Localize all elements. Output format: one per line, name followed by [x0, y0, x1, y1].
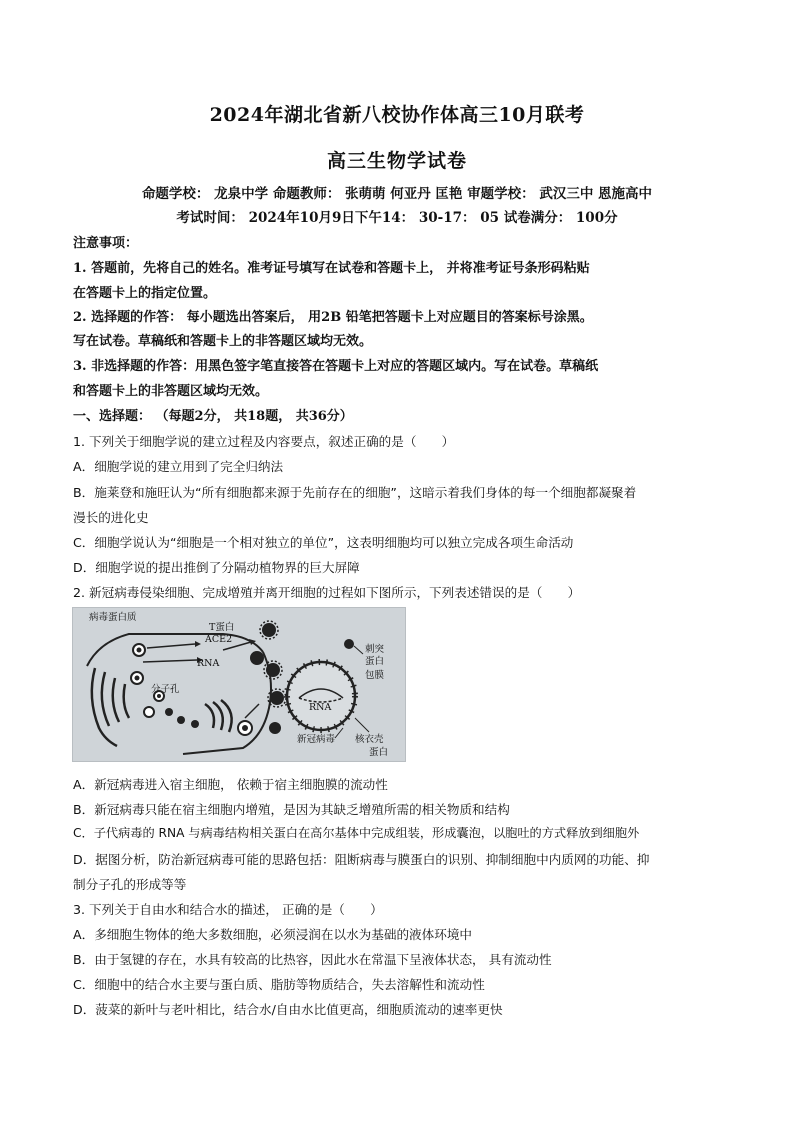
figure-label: T蛋白 [209, 622, 235, 633]
option-c: C．细胞学说认为“细胞是一个相对独立的单位”，这表明细胞均可以独立完成各项生命活动 [73, 535, 574, 550]
notice-line: 在答题卡上的指定位置。 [73, 286, 217, 301]
section-heading: 一、选择题： （每题2分， 共18题， 共36分） [73, 409, 353, 424]
figure-label: 包膜 [365, 670, 385, 681]
exam-author-info: 命题学校： 龙泉中学 命题教师： 张萌萌 何亚丹 匡艳 审题学校： 武汉三中 恩施高中 [141, 186, 653, 202]
figure-label: RNA [197, 658, 220, 669]
option-c: C．细胞中的结合水主要与蛋白质、脂肪等物质结合，失去溶解性和流动性 [73, 977, 485, 992]
notice-heading: 注意事项： [73, 236, 139, 251]
question-stem: 2. 新冠病毒侵染细胞、完成增殖并离开细胞的过程如下图所示，下列表述错误的是（ ） [73, 585, 581, 600]
option-a: A．新冠病毒进入宿主细胞， 依赖于宿主细胞膜的流动性 [73, 777, 388, 792]
figure-label: 核衣壳 [355, 734, 384, 745]
option-b: B．施莱登和施旺认为“所有细胞都来源于先前存在的细胞”，这暗示着我们身体的每一个细胞都凝聚着 [73, 485, 637, 500]
figure-label: 刺突 [365, 644, 385, 655]
notice-line: 3. 非选择题的作答：用黑色签字笔直接答在答题卡上对应的答题区域内。写在试卷。草稿纸 [73, 359, 599, 374]
option-a: A．多细胞生物体的绝大多数细胞，必须浸润在以水为基础的液体环境中 [73, 927, 473, 942]
notice-line: 和答题卡上的非答题区域均无效。 [73, 384, 269, 399]
option-d: D．菠菜的新叶与老叶相比，结合水/自由水比值更高，细胞质流动的速率更快 [73, 1002, 503, 1017]
option-b: B．由于氢键的存在，水具有较高的比热容，因此水在常温下呈液体状态， 具有流动性 [73, 952, 552, 967]
exam-time-info: 考试时间： 2024年10月9日下午14： 30-17： 05 试卷满分： 100分 [176, 210, 618, 226]
figure-label: 分子孔 [151, 684, 180, 695]
notice-line: 写在试卷。草稿纸和答题卡上的非答题区域均无效。 [73, 334, 373, 349]
option-d: D．据图分析，防治新冠病毒可能的思路包括：阻断病毒与膜蛋白的识别、抑制细胞中内质网的功能、抑 [73, 852, 650, 867]
figure-label: 蛋白 [369, 747, 389, 758]
option-d-continued: 制分子孔的形成等等 [73, 877, 187, 892]
option-d: D．细胞学说的提出推倒了分隔动植物界的巨大屏障 [73, 560, 360, 575]
option-c: C．子代病毒的 RNA 与病毒结构相关蛋白在高尔基体中完成组装，形成囊泡，以胞吐的方式释放到细胞外 [73, 826, 640, 840]
question-stem: 1. 下列关于细胞学说的建立过程及内容要点，叙述正确的是（ ） [73, 434, 455, 449]
figure-label: 新冠病毒 [297, 734, 336, 745]
notice-line: 2. 选择题的作答： 每小题选出答案后， 用2B 铅笔把答题卡上对应题目的答案标号涂黑。 [73, 310, 593, 325]
figure-label: RNA [309, 702, 332, 713]
exam-subtitle: 高三生物学试卷 [326, 150, 467, 172]
question-stem: 3. 下列关于自由水和结合水的描述， 正确的是（ ） [73, 902, 383, 917]
exam-title: 2024年湖北省新八校协作体高三10月联考 [209, 104, 585, 126]
option-a: A．细胞学说的建立用到了完全归纳法 [73, 459, 284, 474]
notice-line: 1. 答题前，先将自己的姓名。准考证号填写在试卷和答题卡上， 并将准考证号条形码粘贴 [73, 261, 590, 276]
figure-label: 蛋白 [365, 656, 385, 667]
figure-label: 病毒蛋白质 [89, 612, 137, 623]
option-b-continued: 漫长的进化史 [73, 510, 149, 525]
figure-label: ACE2 [205, 634, 233, 645]
option-b: B．新冠病毒只能在宿主细胞内增殖，是因为其缺乏增殖所需的相关物质和结构 [73, 802, 510, 817]
coronavirus-infection-figure [72, 607, 406, 762]
